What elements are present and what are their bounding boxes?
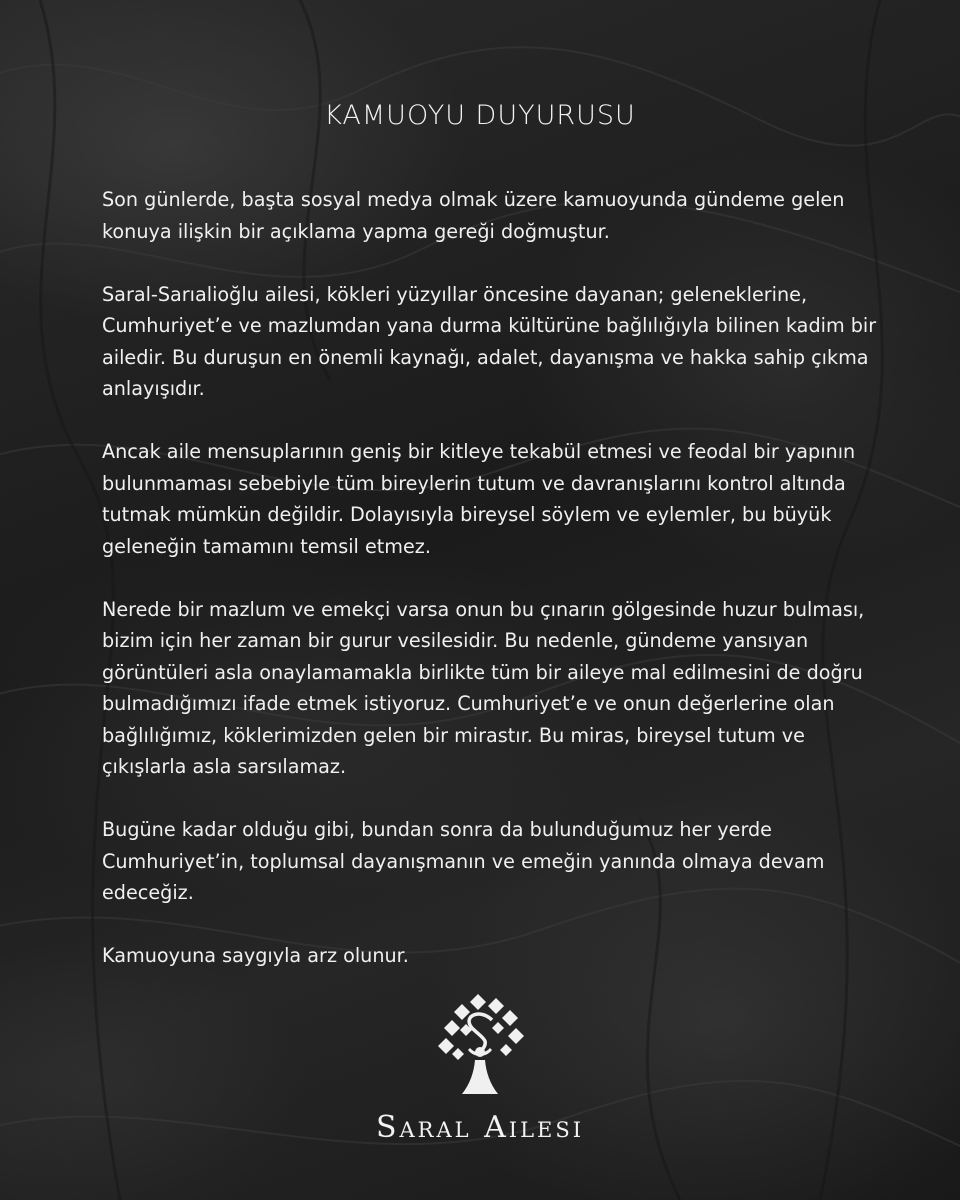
paragraph: Bugüne kadar olduğu gibi, bundan sonra da bulunduğumuz her yerde Cumhuriyet’in, toplumsal dayanışmanın ve emeğin yanında olmaya devam edeceğiz. — [102, 818, 825, 904]
tree-logo-icon — [430, 990, 530, 1100]
paragraph: Nerede bir mazlum ve emekçi varsa onun bu çınarın gölgesinde huzur bulması, bizim için her zaman bir gurur vesilesidir. Bu nedenle, gündeme yansıyan görüntüleri asla onaylamamakla birlikte tüm bir aileye mal edilmesini de doğru bulmadığımızı ifade etmek istiyoruz. Cumhuriyet’e ve onun değerlerine olan bağlılığımız, köklerimizden gelen bir mirastır. Bu miras, bireysel tutum ve çıkışlarla asla sarsılamaz. — [102, 597, 865, 778]
brand-name: Saral Ailesi — [375, 1110, 585, 1145]
paragraph: Ancak aile mensuplarının geniş bir kitleye tekabül etmesi ve feodal bir yapının bulunmaması sebebiyle tüm bireylerin tutum ve davranışlarını kontrol altında tutmak mümkün değildir. Dolayısıyla bireysel söylem ve eylemler, bu büyük geleneğin tamamını temsil etmez. — [102, 440, 856, 558]
paragraph: Saral-Sarıalioğlu ailesi, kökleri yüzyıllar öncesine dayanan; geleneklerine, Cumhuriyet’e ve mazlumdan yana durma kültürüne bağlılığıyla bilinen kadim bir ailedir. Bu duruşun en önemli kaynağı, adalet, dayanışma ve hakka sahip çıkma anlayışıdır. — [102, 282, 877, 400]
paragraph: Kamuoyuna saygıyla arz olunur. — [102, 944, 409, 967]
paragraph: Son günlerde, başta sosyal medya olmak üzere kamuoyunda gündeme gelen konuya ilişkin bir açıklama yapma gereği doğmuştur. — [102, 188, 845, 243]
page-title: KAMUOYU DUYURUSU — [324, 100, 636, 131]
announcement-body — [102, 184, 882, 1003]
